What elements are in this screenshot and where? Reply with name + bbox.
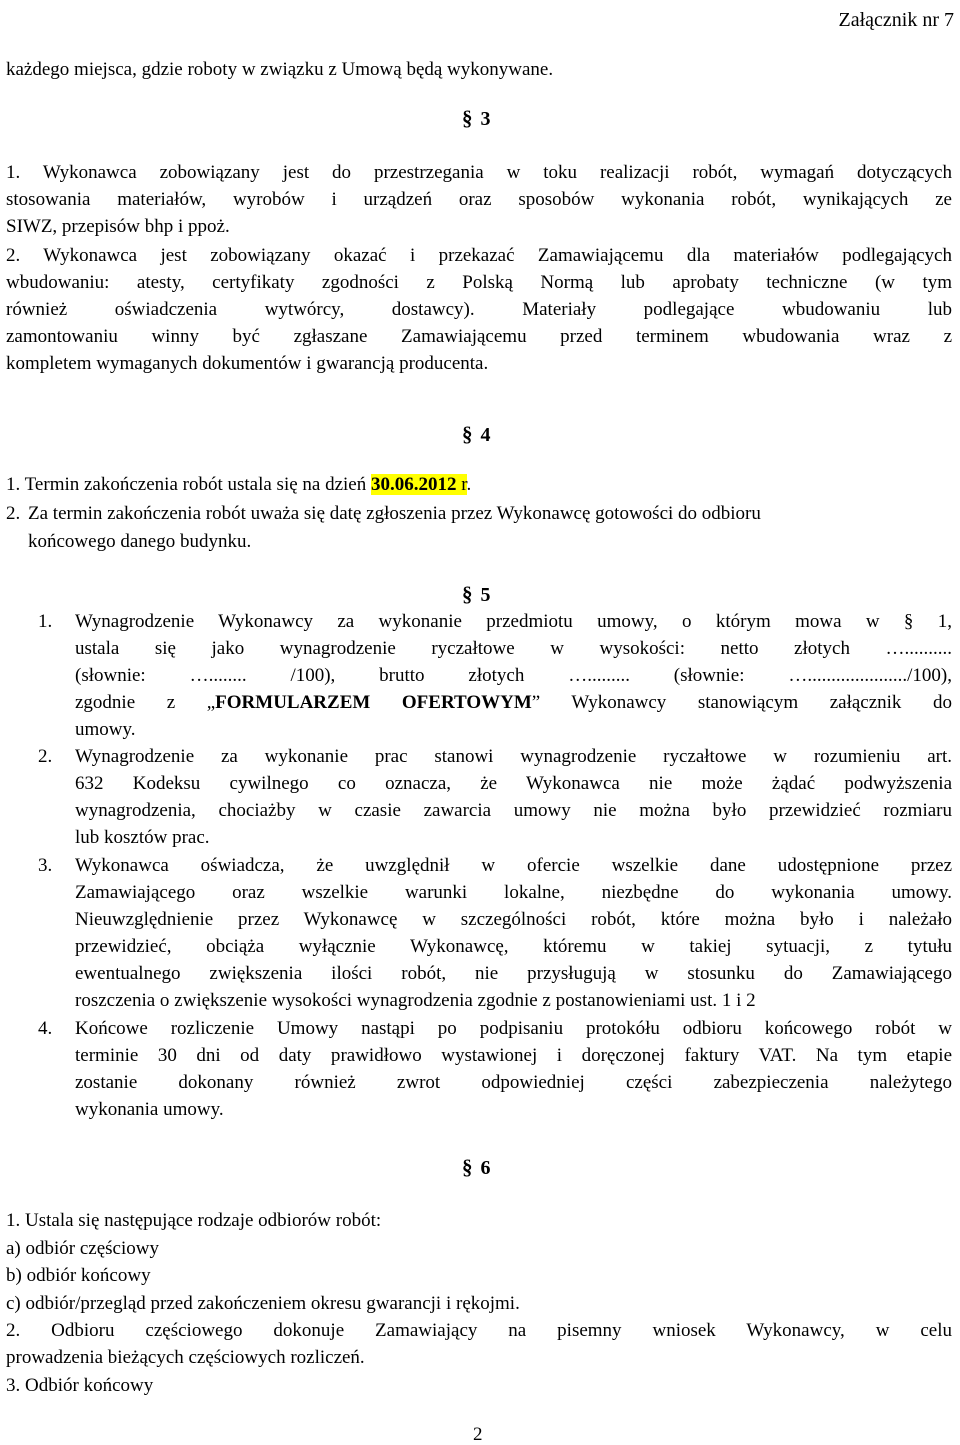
paragraph-line: 632 Kodeksu cywilnego co oznacza, że Wykonawca nie może żądać podwyższenia	[75, 773, 952, 794]
paragraph-line: 3. Odbiór końcowy	[6, 1375, 154, 1396]
section-number: 4	[480, 424, 491, 446]
paragraph-line: 2. Wykonawca jest zobowiązany okazać i przekazać Zamawiającemu dla materiałów podlegających	[6, 245, 952, 266]
paragraph-line: Wynagrodzenie za wykonanie prac stanowi wynagrodzenie ryczałtowe w rozumieniu art.	[75, 746, 952, 767]
paragraph-line: wynagrodzenia, chociażby w czasie zawarcia umowy nie można było przewidzieć rozmiaru	[75, 800, 952, 821]
paragraph-sign: §	[462, 422, 473, 446]
termination-date-line	[6, 475, 471, 494]
text-run: 1. Termin zakończenia robót ustala się na dzień	[6, 474, 371, 495]
form-reference: FORMULARZEM OFERTOWYM	[215, 692, 532, 713]
paragraph-line: prowadzenia bieżących częściowych rozliczeń.	[6, 1347, 365, 1368]
item-number: 3.	[38, 855, 53, 876]
text-run: .	[466, 474, 472, 495]
item-number: 4.	[38, 1018, 53, 1039]
section-number: 6	[480, 1157, 491, 1179]
paragraph-line: Wykonawca oświadcza, że uwzględnił w ofercie wszelkie dane udostępnione przez	[75, 855, 952, 876]
paragraph-line: również oświadczenia wytwórcy, dostawcy). Materiały podlegające wbudowaniu lub	[6, 299, 952, 320]
list-item: c) odbiór/przegląd przed zakończeniem okresu gwarancji i rękojmi.	[6, 1293, 520, 1314]
item-number: 2.	[38, 746, 53, 767]
paragraph-line: ewentualnego zwiększenia ilości robót, nie przysługują w stosunku do Zamawiającego	[75, 963, 952, 984]
completion-date: 30.06.2012 r	[371, 474, 467, 495]
paragraph-line: SIWZ, przepisów bhp i ppoż.	[6, 216, 230, 237]
paragraph-line: 2. Odbioru częściowego dokonuje Zamawiający na pisemny wniosek Wykonawcy, w celu	[6, 1320, 952, 1341]
item-number: 1.	[38, 611, 53, 632]
paragraph-line: wykonania umowy.	[75, 1099, 224, 1120]
section-heading-4	[462, 424, 491, 445]
paragraph-line: Wynagrodzenie Wykonawcy za wykonanie przedmiotu umowy, o którym mowa w § 1,	[75, 611, 952, 632]
list-item: 1. Ustala się następujące rodzaje odbiorów robót:	[6, 1210, 382, 1231]
item-number: 2.	[6, 503, 21, 524]
paragraph-line: roszczenia o zwiększenie wysokości wynagrodzenia zgodnie z postanowieniami ust. 1 i 2	[75, 990, 756, 1011]
section-heading-5	[462, 584, 491, 605]
list-item: a) odbiór częściowy	[6, 1238, 159, 1259]
paragraph-line: każdego miejsca, gdzie roboty w związku z Umową będą wykonywane.	[6, 59, 554, 80]
paragraph-line: Zamawiającego oraz wszelkie warunki lokalne, niezbędne do wykonania umowy.	[75, 882, 952, 903]
paragraph-line: zostanie dokonany również zwrot odpowiedniej części zabezpieczenia należytego	[75, 1072, 952, 1093]
paragraph-line: Końcowe rozliczenie Umowy nastąpi po podpisaniu protokółu odbioru końcowego robót w	[75, 1018, 952, 1039]
paragraph-line: przewidzieć, obciąża wyłącznie Wykonawcę, któremu w takiej sytuacji, z tytułu	[75, 936, 952, 957]
paragraph-line: umowy.	[75, 719, 136, 740]
page-number: 2	[473, 1424, 483, 1445]
paragraph-line: Za termin zakończenia robót uważa się datę zgłoszenia przez Wykonawcę gotowości do odbioru	[28, 503, 761, 524]
section-number: 5	[480, 584, 491, 606]
paragraph-line: (słownie: …........ /100), brutto złotych …......... (słownie: …...................../100),	[75, 665, 952, 686]
section-number: 3	[480, 108, 491, 130]
paragraph-line: lub kosztów prac.	[75, 827, 210, 848]
list-item: b) odbiór końcowy	[6, 1265, 151, 1286]
paragraph-line: zamontowaniu winny być zgłaszane Zamawiającemu przed terminem wbudowania wraz z	[6, 326, 952, 347]
paragraph-line: 1. Wykonawca zobowiązany jest do przestrzegania w toku realizacji robót, wymagań dotyczących	[6, 162, 952, 183]
paragraph-line: końcowego danego budynku.	[28, 531, 252, 552]
paragraph-line: kompletem wymaganych dokumentów i gwarancją producenta.	[6, 353, 489, 374]
section-heading-6	[462, 1157, 491, 1178]
paragraph-line: zgodnie z „FORMULARZEM OFERTOWYM” Wykonawcy stanowiącym załącznik do	[75, 692, 952, 713]
section-heading-3	[462, 108, 491, 129]
paragraph-line: Nieuwzględnienie przez Wykonawcę w szczególności robót, które można było i należało	[75, 909, 952, 930]
paragraph-line: stosowania materiałów, wyrobów i urządzeń oraz sposobów wykonania robót, wynikających ze	[6, 189, 952, 210]
paragraph-line: terminie 30 dni od daty prawidłowo wystawionej i doręczonej faktury VAT. Na tym etapie	[75, 1045, 952, 1066]
paragraph-line: ustala się jako wynagrodzenie ryczałtowe w wysokości: netto złotych …..........	[75, 638, 952, 659]
attachment-label: Załącznik nr 7	[838, 9, 954, 31]
paragraph-sign: §	[462, 106, 473, 130]
paragraph-sign: §	[462, 582, 473, 606]
paragraph-line: wbudowaniu: atesty, certyfikaty zgodności z Polską Normą lub aprobaty techniczne (w tym	[6, 272, 952, 293]
paragraph-sign: §	[462, 1155, 473, 1179]
